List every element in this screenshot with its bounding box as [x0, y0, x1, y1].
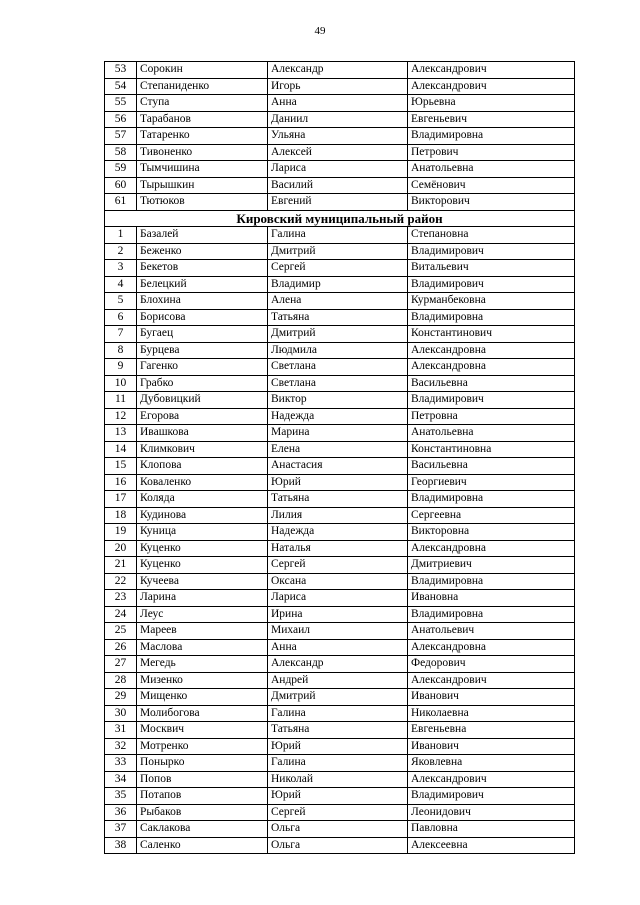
surname-cell: Климкович [137, 441, 268, 458]
table-row [105, 557, 575, 574]
surname-cell: Молибогова [137, 705, 268, 722]
first-name-cell: Юрий [268, 474, 408, 491]
table-row [105, 458, 575, 475]
surname-cell: Мищенко [137, 689, 268, 706]
patronymic-cell: Петрович [408, 144, 575, 161]
row-number: 8 [105, 342, 137, 359]
surname-cell: Мареев [137, 623, 268, 640]
patronymic-cell: Владимировна [408, 128, 575, 145]
table-row [105, 359, 575, 376]
patronymic-cell: Викторович [408, 194, 575, 211]
row-number: 2 [105, 243, 137, 260]
first-name-cell: Светлана [268, 359, 408, 376]
table-row [105, 425, 575, 442]
table-row [105, 606, 575, 623]
first-name-cell: Татьяна [268, 491, 408, 508]
row-number: 34 [105, 771, 137, 788]
section-header-row [105, 210, 575, 227]
patronymic-cell: Александровна [408, 359, 575, 376]
first-name-cell: Александр [268, 656, 408, 673]
first-name-cell: Наталья [268, 540, 408, 557]
table-row [105, 95, 575, 112]
patronymic-cell: Александрович [408, 771, 575, 788]
surname-cell: Блохина [137, 293, 268, 310]
table-row [105, 639, 575, 656]
row-number: 31 [105, 722, 137, 739]
first-name-cell: Евгений [268, 194, 408, 211]
first-name-cell: Андрей [268, 672, 408, 689]
first-name-cell: Оксана [268, 573, 408, 590]
row-number: 61 [105, 194, 137, 211]
surname-cell: Дубовицкий [137, 392, 268, 409]
table-row [105, 227, 575, 244]
row-number: 60 [105, 177, 137, 194]
patronymic-cell: Александровна [408, 540, 575, 557]
table-row [105, 293, 575, 310]
surname-cell: Гагенко [137, 359, 268, 376]
surname-cell: Рыбаков [137, 804, 268, 821]
first-name-cell: Елена [268, 441, 408, 458]
first-name-cell: Ольга [268, 821, 408, 838]
first-name-cell: Марина [268, 425, 408, 442]
table-row [105, 111, 575, 128]
patronymic-cell: Владимировна [408, 573, 575, 590]
row-number: 58 [105, 144, 137, 161]
surname-cell: Леус [137, 606, 268, 623]
row-number: 18 [105, 507, 137, 524]
row-number: 20 [105, 540, 137, 557]
table-row [105, 144, 575, 161]
row-number: 15 [105, 458, 137, 475]
patronymic-cell: Александровна [408, 342, 575, 359]
table-row [105, 276, 575, 293]
row-number: 56 [105, 111, 137, 128]
first-name-cell: Даниил [268, 111, 408, 128]
surname-cell: Клопова [137, 458, 268, 475]
patronymic-cell: Леонидович [408, 804, 575, 821]
first-name-cell: Дмитрий [268, 243, 408, 260]
surname-cell: Бугаец [137, 326, 268, 343]
row-number: 55 [105, 95, 137, 112]
patronymic-cell: Владимирович [408, 392, 575, 409]
table-row [105, 722, 575, 739]
first-name-cell: Лилия [268, 507, 408, 524]
patronymic-cell: Евгеньевич [408, 111, 575, 128]
patronymic-cell: Николаевна [408, 705, 575, 722]
table-row [105, 243, 575, 260]
first-name-cell: Владимир [268, 276, 408, 293]
surname-cell: Степаниденко [137, 78, 268, 95]
patronymic-cell: Сергеевна [408, 507, 575, 524]
patronymic-cell: Анатольевна [408, 161, 575, 178]
table-row [105, 441, 575, 458]
surname-cell: Куценко [137, 540, 268, 557]
first-name-cell: Анна [268, 639, 408, 656]
row-number: 30 [105, 705, 137, 722]
surname-cell: Понырко [137, 755, 268, 772]
table-row [105, 194, 575, 211]
first-name-cell: Светлана [268, 375, 408, 392]
surname-cell: Маслова [137, 639, 268, 656]
surname-cell: Ларина [137, 590, 268, 607]
patronymic-cell: Владимировна [408, 309, 575, 326]
row-number: 17 [105, 491, 137, 508]
table-row [105, 672, 575, 689]
surname-cell: Тютюков [137, 194, 268, 211]
first-name-cell: Татьяна [268, 309, 408, 326]
surname-cell: Егорова [137, 408, 268, 425]
table-row [105, 507, 575, 524]
table-row [105, 738, 575, 755]
table-row [105, 755, 575, 772]
row-number: 37 [105, 821, 137, 838]
table-row [105, 375, 575, 392]
patronymic-cell: Владимирович [408, 788, 575, 805]
first-name-cell: Анастасия [268, 458, 408, 475]
surname-cell: Москвич [137, 722, 268, 739]
row-number: 10 [105, 375, 137, 392]
patronymic-cell: Иванович [408, 689, 575, 706]
first-name-cell: Сергей [268, 804, 408, 821]
patronymic-cell: Степановна [408, 227, 575, 244]
first-name-cell: Алена [268, 293, 408, 310]
first-name-cell: Василий [268, 177, 408, 194]
table-row [105, 474, 575, 491]
table-row [105, 540, 575, 557]
first-name-cell: Лариса [268, 161, 408, 178]
patronymic-cell: Васильевна [408, 375, 575, 392]
row-number: 13 [105, 425, 137, 442]
surname-cell: Кудинова [137, 507, 268, 524]
surname-cell: Татаренко [137, 128, 268, 145]
row-number: 28 [105, 672, 137, 689]
first-name-cell: Людмила [268, 342, 408, 359]
row-number: 29 [105, 689, 137, 706]
surname-cell: Куница [137, 524, 268, 541]
surname-cell: Тарабанов [137, 111, 268, 128]
surname-cell: Мизенко [137, 672, 268, 689]
surname-cell: Мегедь [137, 656, 268, 673]
row-number: 36 [105, 804, 137, 821]
patronymic-cell: Васильевна [408, 458, 575, 475]
table-row [105, 623, 575, 640]
patronymic-cell: Иванович [408, 738, 575, 755]
row-number: 1 [105, 227, 137, 244]
first-name-cell: Алексей [268, 144, 408, 161]
first-name-cell: Надежда [268, 408, 408, 425]
surname-cell: Бекетов [137, 260, 268, 277]
names-table [104, 61, 575, 854]
first-name-cell: Галина [268, 227, 408, 244]
table-row [105, 590, 575, 607]
surname-cell: Попов [137, 771, 268, 788]
patronymic-cell: Александрович [408, 78, 575, 95]
first-name-cell: Галина [268, 755, 408, 772]
first-name-cell: Галина [268, 705, 408, 722]
table-row [105, 342, 575, 359]
first-name-cell: Надежда [268, 524, 408, 541]
surname-cell: Тивоненко [137, 144, 268, 161]
patronymic-cell: Александрович [408, 62, 575, 79]
row-number: 5 [105, 293, 137, 310]
surname-cell: Коляда [137, 491, 268, 508]
table-row [105, 771, 575, 788]
surname-cell: Беженко [137, 243, 268, 260]
patronymic-cell: Константинович [408, 326, 575, 343]
patronymic-cell: Семёнович [408, 177, 575, 194]
table-row [105, 689, 575, 706]
section-title: Кировский муниципальный район [105, 210, 575, 227]
row-number: 3 [105, 260, 137, 277]
row-number: 53 [105, 62, 137, 79]
patronymic-cell: Павловна [408, 821, 575, 838]
row-number: 23 [105, 590, 137, 607]
patronymic-cell: Евгеньевна [408, 722, 575, 739]
row-number: 24 [105, 606, 137, 623]
patronymic-cell: Анатольевна [408, 425, 575, 442]
first-name-cell: Сергей [268, 260, 408, 277]
surname-cell: Бурцева [137, 342, 268, 359]
surname-cell: Ивашкова [137, 425, 268, 442]
surname-cell: Потапов [137, 788, 268, 805]
table-row [105, 161, 575, 178]
first-name-cell: Ольга [268, 837, 408, 854]
patronymic-cell: Дмитриевич [408, 557, 575, 574]
table-row [105, 309, 575, 326]
patronymic-cell: Георгиевич [408, 474, 575, 491]
row-number: 9 [105, 359, 137, 376]
patronymic-cell: Федорович [408, 656, 575, 673]
patronymic-cell: Владимирович [408, 276, 575, 293]
row-number: 16 [105, 474, 137, 491]
patronymic-cell: Витальевич [408, 260, 575, 277]
table-row [105, 78, 575, 95]
first-name-cell: Дмитрий [268, 689, 408, 706]
surname-cell: Сорокин [137, 62, 268, 79]
surname-cell: Базалей [137, 227, 268, 244]
table-row [105, 491, 575, 508]
table-row [105, 392, 575, 409]
first-name-cell: Юрий [268, 738, 408, 755]
patronymic-cell: Петровна [408, 408, 575, 425]
table-row [105, 326, 575, 343]
surname-cell: Тырышкин [137, 177, 268, 194]
first-name-cell: Ирина [268, 606, 408, 623]
first-name-cell: Анна [268, 95, 408, 112]
patronymic-cell: Анатольевич [408, 623, 575, 640]
row-number: 35 [105, 788, 137, 805]
first-name-cell: Виктор [268, 392, 408, 409]
row-number: 4 [105, 276, 137, 293]
first-name-cell: Дмитрий [268, 326, 408, 343]
table-row [105, 804, 575, 821]
first-name-cell: Татьяна [268, 722, 408, 739]
row-number: 25 [105, 623, 137, 640]
table-row [105, 837, 575, 854]
patronymic-cell: Владимирович [408, 243, 575, 260]
row-number: 57 [105, 128, 137, 145]
first-name-cell: Александр [268, 62, 408, 79]
patronymic-cell: Владимировна [408, 491, 575, 508]
surname-cell: Ступа [137, 95, 268, 112]
patronymic-cell: Викторовна [408, 524, 575, 541]
table-row [105, 128, 575, 145]
row-number: 7 [105, 326, 137, 343]
row-number: 19 [105, 524, 137, 541]
first-name-cell: Лариса [268, 590, 408, 607]
patronymic-cell: Александровна [408, 639, 575, 656]
table-row [105, 573, 575, 590]
table-row [105, 788, 575, 805]
surname-cell: Кучеева [137, 573, 268, 590]
row-number: 59 [105, 161, 137, 178]
row-number: 26 [105, 639, 137, 656]
row-number: 11 [105, 392, 137, 409]
patronymic-cell: Владимировна [408, 606, 575, 623]
patronymic-cell: Ивановна [408, 590, 575, 607]
row-number: 32 [105, 738, 137, 755]
first-name-cell: Николай [268, 771, 408, 788]
first-name-cell: Михаил [268, 623, 408, 640]
row-number: 14 [105, 441, 137, 458]
surname-cell: Саклакова [137, 821, 268, 838]
surname-cell: Борисова [137, 309, 268, 326]
first-name-cell: Сергей [268, 557, 408, 574]
table-row [105, 408, 575, 425]
table-row [105, 62, 575, 79]
surname-cell: Грабко [137, 375, 268, 392]
row-number: 12 [105, 408, 137, 425]
surname-cell: Коваленко [137, 474, 268, 491]
row-number: 38 [105, 837, 137, 854]
row-number: 6 [105, 309, 137, 326]
table-row [105, 821, 575, 838]
table-row [105, 260, 575, 277]
patronymic-cell: Александрович [408, 672, 575, 689]
page-number: 49 [314, 25, 326, 37]
first-name-cell: Ульяна [268, 128, 408, 145]
surname-cell: Тымчишина [137, 161, 268, 178]
surname-cell: Саленко [137, 837, 268, 854]
table-row [105, 177, 575, 194]
surname-cell: Мотренко [137, 738, 268, 755]
surname-cell: Белецкий [137, 276, 268, 293]
row-number: 22 [105, 573, 137, 590]
first-name-cell: Игорь [268, 78, 408, 95]
row-number: 54 [105, 78, 137, 95]
surname-cell: Куценко [137, 557, 268, 574]
table-row [105, 705, 575, 722]
row-number: 21 [105, 557, 137, 574]
table-row [105, 656, 575, 673]
row-number: 33 [105, 755, 137, 772]
patronymic-cell: Константиновна [408, 441, 575, 458]
row-number: 27 [105, 656, 137, 673]
patronymic-cell: Алексеевна [408, 837, 575, 854]
first-name-cell: Юрий [268, 788, 408, 805]
patronymic-cell: Юрьевна [408, 95, 575, 112]
table-row [105, 524, 575, 541]
patronymic-cell: Курманбековна [408, 293, 575, 310]
names-table-body [105, 62, 575, 854]
patronymic-cell: Яковлевна [408, 755, 575, 772]
